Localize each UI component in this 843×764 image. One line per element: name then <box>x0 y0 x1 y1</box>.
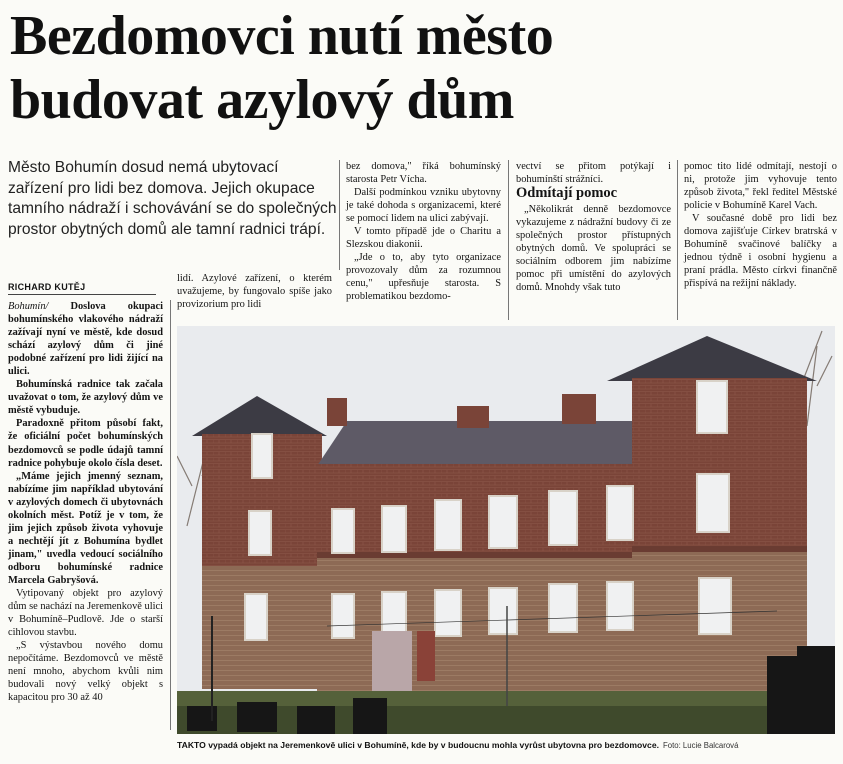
headline-line-1: Bezdomovci nutí město <box>10 5 554 67</box>
paragraph-text: Bohumínská radnice tak začala uvažovat o tom, že azylový dům ve městě vybuduje. <box>8 379 163 417</box>
paragraph-text: Další podmínkou vzniku ubytovny je také dohoda s organizacemi, které se pomocí lidem na ulici zabývají. <box>346 187 501 225</box>
subheading: Odmítají pomoc <box>516 185 618 202</box>
paragraph-text: pomoc tito lidé odmítají, nestojí o ni, protože jim vyhovuje tento způsob života," řekl ředitel Městské policie v Bohumíně Karel Vach. <box>684 161 837 212</box>
column-rule <box>170 300 171 730</box>
paragraph <box>8 639 163 704</box>
paragraph-text: bez domova," říká bohumínský starosta Petr Vícha. <box>346 161 501 186</box>
headline <box>10 4 840 132</box>
paragraph-text: Doslova okupaci bohumínského vlakového nádraží zažívají nyní ve městě, kde dosud schází azylový dům či jiné podobné zařízení pro lidi žijící na ulici. <box>8 301 163 378</box>
caption-text: TAKTO vypadá objekt na Jeremenkově ulici v Bohumíně, kde by v budoucnu mohla vyrůst ubytovna pro bezdomovce. <box>177 740 659 750</box>
paragraph-text: lidí. Azylové zařízení, o kterém uvažujeme, by fungovalo spíše jako provizorium pro lidi <box>177 273 332 311</box>
paragraph-text: Vytipovaný objekt pro azylový dům se nachází na Jeremenkově ulici v Bohumíně–Pudlově. Jde o starší cihlovou stavbu. <box>8 588 163 639</box>
paragraph <box>8 587 163 639</box>
building-photo <box>177 326 835 734</box>
photo-credit: Foto: Lucie Balcarová <box>663 741 739 750</box>
headline-line-2: budovat azylový dům <box>10 69 514 131</box>
paragraph-text: „Máme jejich jmenný seznam, nabízíme jim například ubytování v azylových domech či ubytovnách okolních měst. Potíž je v tom, že jim jejich způsob života vyhovuje a nechtějí jít z Bohumína bydlet jinam," uvedla vedoucí sociálního odboru bohumínské radnice Marcela Gabryšová. <box>8 470 163 586</box>
lead-paragraph: Město Bohumín dosud nemá ubytovací zařízení pro lidi bez domova. Jejich okupace tamního nádraží i schovávání se do společných prostor obytných domů ale tamní radnici trápí. <box>8 159 337 238</box>
building-illustration <box>177 326 835 734</box>
article-column-3 <box>346 160 501 304</box>
byline: RICHARD KUTĚJ <box>8 282 156 295</box>
article-column-2 <box>177 272 332 311</box>
paragraph <box>8 470 163 587</box>
article-column-5 <box>684 160 837 290</box>
column-rule <box>677 160 678 320</box>
column-rule <box>508 160 509 320</box>
article-column-1 <box>8 300 163 704</box>
column-rule <box>339 160 340 270</box>
photo-caption <box>177 740 837 750</box>
paragraph-text: „S výstavbou nového domu nepočítáme. Bezdomovců ve městě není mnoho, abychom kvůli nim budovali nový velký objekt s kapacitou pro 30 až 40 <box>8 640 163 704</box>
paragraph <box>8 417 163 469</box>
paragraph-text: V současné době pro lidi bez domova zajišťuje Církev bratrská v Bohumíně svačinové balíčky a jednou týdně i osobní hygienu a praní prádla. Město církvi finančně přispívá na režijní náklady. <box>684 213 837 290</box>
dateline: Bohumín/ <box>8 301 49 312</box>
paragraph-text: „Několikrát denně bezdomovce vykazujeme z nádražní budovy či ze společných prostor přístupných obytných domů. Ve spolupráci se sociálním odborem jim nabízíme pomoc při umístění do azylových domů. Mnohdy však tuto <box>516 204 671 294</box>
paragraph <box>8 300 163 378</box>
paragraph <box>8 378 163 417</box>
article-column-4 <box>516 160 671 294</box>
paragraph-text: V tomto případě jde o Charitu a Slezskou diakonii. <box>346 226 501 251</box>
paragraph-text: „Jde o to, aby tyto organizace provozovaly dům za rozumnou cenu," upřesňuje starosta. S problematikou bezdomo- <box>346 252 501 303</box>
paragraph-text: vectví se přitom potýkají i bohumínští strážníci. <box>516 161 671 186</box>
paragraph-text: Paradoxně přitom působí fakt, že oficiální počet bohumínských bezdomovců se podle údajů tamní radnice pohybuje okolo čísla deset. <box>8 418 163 469</box>
